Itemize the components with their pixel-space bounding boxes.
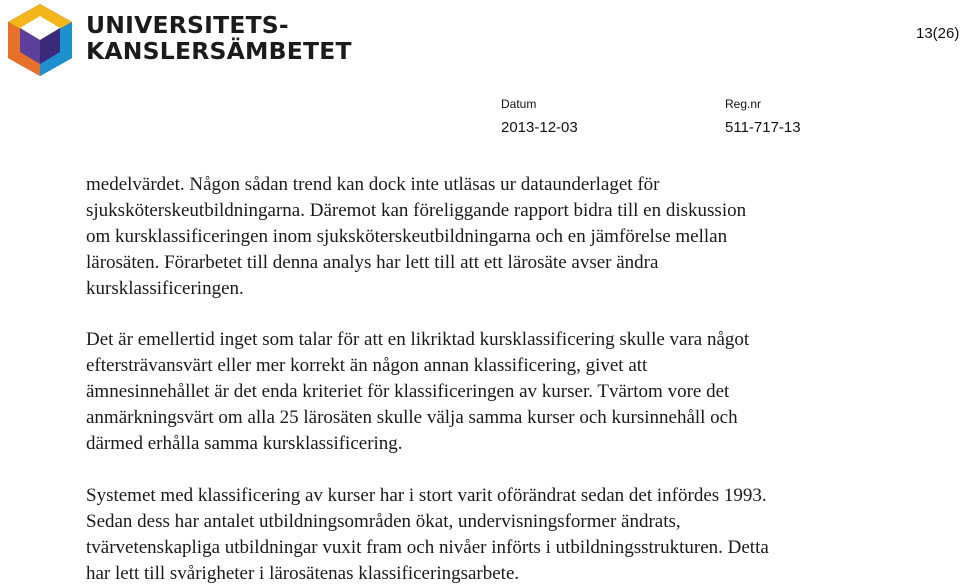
page-number: 13(26) <box>916 25 960 42</box>
text-line: sjuksköterskeutbildningarna. Däremot kan föreliggande rapport bidra till en diskussion <box>86 199 747 221</box>
agency-logo-icon <box>6 2 74 78</box>
regnr-value: 511-717-13 <box>725 119 801 136</box>
regnr-label: Reg.nr <box>725 97 762 111</box>
paragraph-3 <box>86 483 946 586</box>
date-value: 2013-12-03 <box>501 119 578 136</box>
text-line: kursklassificeringen. <box>86 277 244 299</box>
text-line: om kursklassificeringen inom sjuksköterskeutbildningarna och en jämförelse mellan <box>86 225 728 247</box>
text-line: anmärkningsvärt om alla 25 lärosäten skulle välja samma kurser och kursinnehåll och <box>86 407 738 429</box>
date-label: Datum <box>501 97 537 111</box>
text-line: har lett till svårigheter i lärosätenas klassificeringsarbete. <box>86 562 520 584</box>
text-line: Det är emellertid inget som talar för att en likriktad kursklassificering skulle vara något <box>86 329 750 351</box>
text-line: därmed erhålla samma kursklassificering. <box>86 433 403 455</box>
paragraph-2 <box>86 327 946 457</box>
text-line: lärosäten. Förarbetet till denna analys har lett till att ett lärosäte avser ändra <box>86 251 659 273</box>
org-name-line-2: KANSLERSÄMBETET <box>86 37 352 65</box>
text-line: tvärvetenskapliga utbildningar vuxit fram och nivåer införts i utbildningsstrukturen. Detta <box>86 536 769 558</box>
text-line: ämnesinnehållet är det enda kriteriet för klassificeringen av kurser. Tvärtom vore det <box>86 381 730 403</box>
text-line: Sedan dess har antalet utbildningsområden ökat, undervisningsformer ändrats, <box>86 510 681 532</box>
paragraph-1 <box>86 172 946 302</box>
text-line: medelvärdet. Någon sådan trend kan dock inte utläsas ur dataunderlaget för <box>86 174 660 195</box>
text-line: Systemet med klassificering av kurser har i stort varit oförändrat sedan det infördes 1993. <box>86 484 767 506</box>
text-line: eftersträvansvärt eller mer korrekt än någon annan klassificering, givet att <box>86 355 648 377</box>
organization-name <box>86 12 352 64</box>
org-name-line-1: UNIVERSITETS- <box>86 11 289 39</box>
body-text <box>86 172 946 586</box>
